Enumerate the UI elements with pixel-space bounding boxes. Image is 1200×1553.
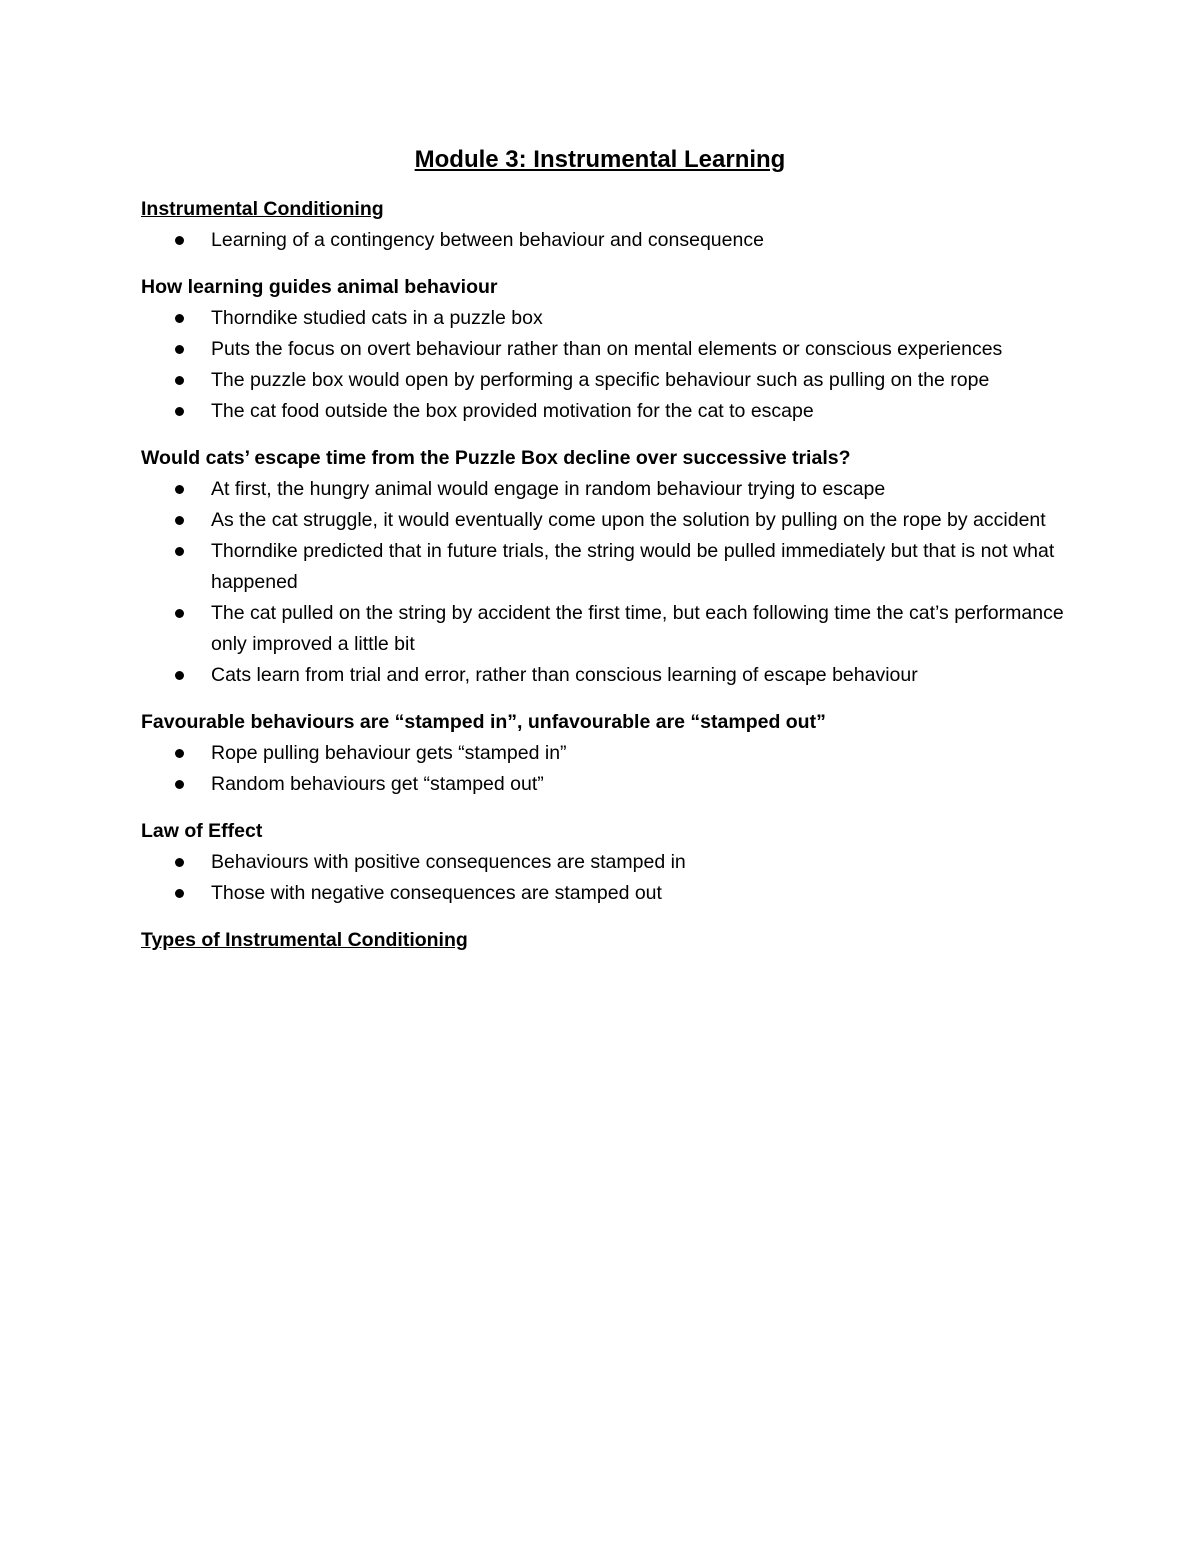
list-item-text: As the cat struggle, it would eventually come upon the solution by pulling on the rope by accident — [211, 509, 1046, 531]
bullet-icon — [175, 671, 184, 680]
list-item-text: The puzzle box would open by performing a specific behaviour such as pulling on the rope — [211, 369, 990, 391]
list-item-text: Puts the focus on overt behaviour rather than on mental elements or conscious experiences — [211, 338, 1003, 360]
list-item — [141, 769, 1071, 800]
section-heading: Types of Instrumental Conditioning — [141, 929, 468, 951]
section — [141, 816, 1071, 909]
list-item-text: Rope pulling behaviour gets “stamped in” — [211, 742, 567, 764]
bullet-icon — [175, 889, 184, 898]
bullet-icon — [175, 485, 184, 494]
section — [141, 443, 1071, 691]
bullet-icon — [175, 609, 184, 618]
section — [141, 707, 1071, 800]
list-item — [141, 396, 1071, 427]
list-item-text: Thorndike studied cats in a puzzle box — [211, 307, 543, 329]
list-item-text: Behaviours with positive consequences are stamped in — [211, 851, 686, 873]
list-item — [141, 225, 1071, 256]
bullet-list — [141, 303, 1071, 427]
list-item — [141, 505, 1071, 536]
list-item — [141, 303, 1071, 334]
list-item-text: Random behaviours get “stamped out” — [211, 773, 544, 795]
list-item — [141, 660, 1071, 691]
list-item — [141, 738, 1071, 769]
section-heading: Law of Effect — [141, 820, 263, 842]
document-body — [141, 194, 1071, 956]
list-item — [141, 474, 1071, 505]
section-heading: Would cats’ escape time from the Puzzle Box decline over successive trials? — [141, 447, 851, 469]
bullet-icon — [175, 236, 184, 245]
bullet-icon — [175, 749, 184, 758]
bullet-icon — [175, 780, 184, 789]
bullet-icon — [175, 376, 184, 385]
bullet-icon — [175, 516, 184, 525]
bullet-icon — [175, 858, 184, 867]
list-item — [141, 847, 1071, 878]
bullet-icon — [175, 345, 184, 354]
list-item-text: The cat food outside the box provided motivation for the cat to escape — [211, 400, 814, 422]
list-item-text: Thorndike predicted that in future trials, the string would be pulled immediately but that is not what happened — [211, 540, 1055, 593]
section-heading: How learning guides animal behaviour — [141, 276, 498, 298]
page-title: Module 3: Instrumental Learning — [414, 146, 786, 173]
bullet-list — [141, 474, 1071, 691]
list-item-text: At first, the hungry animal would engage in random behaviour trying to escape — [211, 478, 886, 500]
bullet-icon — [175, 407, 184, 416]
list-item-text: Learning of a contingency between behaviour and consequence — [211, 229, 764, 251]
bullet-icon — [175, 547, 184, 556]
list-item — [141, 536, 1071, 598]
list-item — [141, 598, 1071, 660]
list-item-text: Those with negative consequences are stamped out — [211, 882, 662, 904]
list-item — [141, 334, 1071, 365]
bullet-list — [141, 738, 1071, 800]
list-item-text: The cat pulled on the string by accident the first time, but each following time the cat’s performance only improved a little bit — [211, 602, 1064, 655]
bullet-icon — [175, 314, 184, 323]
section-heading: Favourable behaviours are “stamped in”, unfavourable are “stamped out” — [141, 711, 826, 733]
bullet-list — [141, 847, 1071, 909]
section — [141, 194, 1071, 256]
list-item — [141, 878, 1071, 909]
section-heading: Instrumental Conditioning — [141, 198, 384, 220]
bullet-list — [141, 225, 1071, 256]
section — [141, 925, 1071, 956]
section — [141, 272, 1071, 427]
list-item-text: Cats learn from trial and error, rather than conscious learning of escape behaviour — [211, 664, 918, 686]
list-item — [141, 365, 1071, 396]
